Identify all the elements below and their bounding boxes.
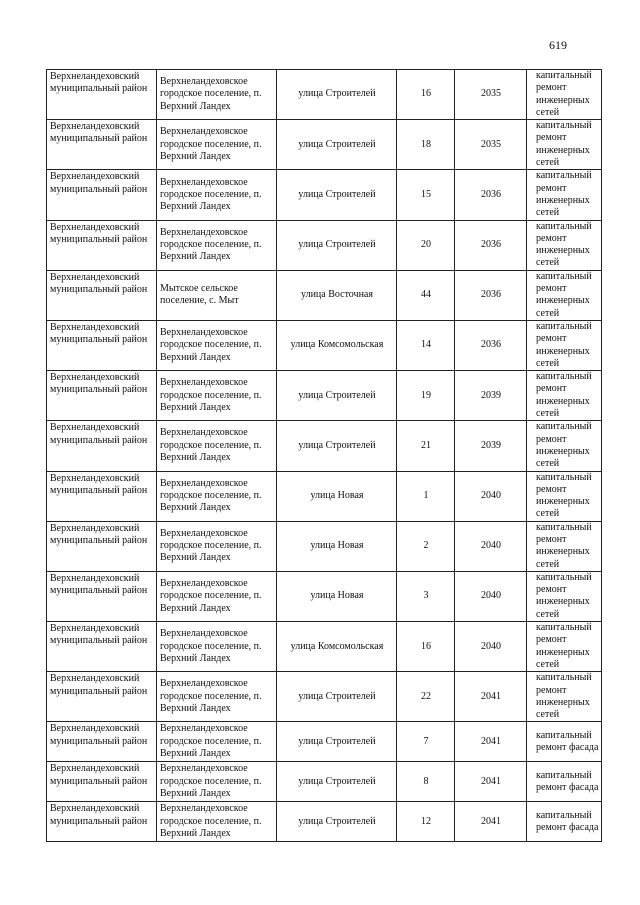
year-cell: 2039 [455, 421, 527, 471]
work-type-cell: капитальный ремонт инженерных сетей [527, 270, 602, 320]
year-cell: 2040 [455, 622, 527, 672]
street-cell: улица Строителей [277, 672, 397, 722]
settlement-cell: Верхнеландеховское городское поселение, п. Верхний Ландех [157, 70, 277, 120]
house-number-cell: 22 [397, 672, 455, 722]
work-type-cell: капитальный ремонт инженерных сетей [527, 521, 602, 571]
street-cell: улица Восточная [277, 270, 397, 320]
table-row [47, 802, 602, 842]
work-type-cell: капитальный ремонт инженерных сетей [527, 320, 602, 370]
house-number-cell: 19 [397, 371, 455, 421]
settlement-cell: Верхнеландеховское городское поселение, п. Верхний Ландех [157, 722, 277, 762]
settlement-cell: Верхнеландеховское городское поселение, п. Верхний Ландех [157, 471, 277, 521]
table-row [47, 120, 602, 170]
table-row [47, 170, 602, 220]
work-type-cell: капитальный ремонт инженерных сетей [527, 70, 602, 120]
street-cell: улица Строителей [277, 722, 397, 762]
work-type-cell: капитальный ремонт инженерных сетей [527, 571, 602, 621]
settlement-cell: Мытское сельское поселение, с. Мыт [157, 270, 277, 320]
street-cell: улица Новая [277, 571, 397, 621]
work-type-cell: капитальный ремонт инженерных сетей [527, 672, 602, 722]
year-cell: 2040 [455, 471, 527, 521]
year-cell: 2041 [455, 762, 527, 802]
settlement-cell: Верхнеландеховское городское поселение, п. Верхний Ландех [157, 802, 277, 842]
house-number-cell: 12 [397, 802, 455, 842]
settlement-cell: Верхнеландеховское городское поселение, п. Верхний Ландех [157, 521, 277, 571]
settlement-cell: Верхнеландеховское городское поселение, п. Верхний Ландех [157, 622, 277, 672]
district-cell: Верхнеландеховский муниципальный район [47, 672, 157, 722]
table-row [47, 762, 602, 802]
table-row [47, 421, 602, 471]
street-cell: улица Строителей [277, 70, 397, 120]
district-cell: Верхнеландеховский муниципальный район [47, 521, 157, 571]
year-cell: 2040 [455, 521, 527, 571]
street-cell: улица Строителей [277, 170, 397, 220]
table-row [47, 371, 602, 421]
table-row [47, 571, 602, 621]
work-type-cell: капитальный ремонт фасада [527, 802, 602, 842]
work-type-cell: капитальный ремонт фасада [527, 762, 602, 802]
settlement-cell: Верхнеландеховское городское поселение, п. Верхний Ландех [157, 170, 277, 220]
district-cell: Верхнеландеховский муниципальный район [47, 762, 157, 802]
street-cell: улица Строителей [277, 220, 397, 270]
street-cell: улица Строителей [277, 371, 397, 421]
year-cell: 2040 [455, 571, 527, 621]
street-cell: улица Строителей [277, 802, 397, 842]
table-row [47, 521, 602, 571]
year-cell: 2036 [455, 170, 527, 220]
table-row [47, 70, 602, 120]
table-row [47, 270, 602, 320]
house-number-cell: 18 [397, 120, 455, 170]
year-cell: 2036 [455, 270, 527, 320]
year-cell: 2041 [455, 722, 527, 762]
house-number-cell: 16 [397, 70, 455, 120]
street-cell: улица Строителей [277, 762, 397, 802]
work-type-cell: капитальный ремонт инженерных сетей [527, 471, 602, 521]
work-type-cell: капитальный ремонт инженерных сетей [527, 421, 602, 471]
district-cell: Верхнеландеховский муниципальный район [47, 421, 157, 471]
district-cell: Верхнеландеховский муниципальный район [47, 220, 157, 270]
district-cell: Верхнеландеховский муниципальный район [47, 722, 157, 762]
house-number-cell: 16 [397, 622, 455, 672]
house-number-cell: 8 [397, 762, 455, 802]
settlement-cell: Верхнеландеховское городское поселение, п. Верхний Ландех [157, 672, 277, 722]
work-type-cell: капитальный ремонт инженерных сетей [527, 120, 602, 170]
district-cell: Верхнеландеховский муниципальный район [47, 471, 157, 521]
work-type-cell: капитальный ремонт фасада [527, 722, 602, 762]
table-row [47, 672, 602, 722]
district-cell: Верхнеландеховский муниципальный район [47, 622, 157, 672]
settlement-cell: Верхнеландеховское городское поселение, п. Верхний Ландех [157, 371, 277, 421]
house-number-cell: 14 [397, 320, 455, 370]
district-cell: Верхнеландеховский муниципальный район [47, 371, 157, 421]
house-number-cell: 2 [397, 521, 455, 571]
settlement-cell: Верхнеландеховское городское поселение, п. Верхний Ландех [157, 320, 277, 370]
street-cell: улица Строителей [277, 421, 397, 471]
street-cell: улица Комсомольская [277, 320, 397, 370]
table-row [47, 622, 602, 672]
settlement-cell: Верхнеландеховское городское поселение, п. Верхний Ландех [157, 571, 277, 621]
district-cell: Верхнеландеховский муниципальный район [47, 70, 157, 120]
year-cell: 2036 [455, 220, 527, 270]
settlement-cell: Верхнеландеховское городское поселение, п. Верхний Ландех [157, 762, 277, 802]
house-number-cell: 44 [397, 270, 455, 320]
table-row [47, 471, 602, 521]
district-cell: Верхнеландеховский муниципальный район [47, 320, 157, 370]
district-cell: Верхнеландеховский муниципальный район [47, 802, 157, 842]
district-cell: Верхнеландеховский муниципальный район [47, 170, 157, 220]
house-number-cell: 15 [397, 170, 455, 220]
street-cell: улица Комсомольская [277, 622, 397, 672]
work-type-cell: капитальный ремонт инженерных сетей [527, 371, 602, 421]
page-number: 619 [549, 38, 567, 52]
year-cell: 2035 [455, 120, 527, 170]
district-cell: Верхнеландеховский муниципальный район [47, 120, 157, 170]
street-cell: улица Строителей [277, 120, 397, 170]
table-body [47, 70, 602, 842]
work-type-cell: капитальный ремонт инженерных сетей [527, 220, 602, 270]
house-number-cell: 21 [397, 421, 455, 471]
settlement-cell: Верхнеландеховское городское поселение, п. Верхний Ландех [157, 421, 277, 471]
table-row [47, 722, 602, 762]
year-cell: 2035 [455, 70, 527, 120]
house-number-cell: 20 [397, 220, 455, 270]
work-type-cell: капитальный ремонт инженерных сетей [527, 170, 602, 220]
year-cell: 2039 [455, 371, 527, 421]
street-cell: улица Новая [277, 471, 397, 521]
work-type-cell: капитальный ремонт инженерных сетей [527, 622, 602, 672]
house-number-cell: 3 [397, 571, 455, 621]
table-row [47, 320, 602, 370]
year-cell: 2041 [455, 802, 527, 842]
year-cell: 2041 [455, 672, 527, 722]
district-cell: Верхнеландеховский муниципальный район [47, 571, 157, 621]
repair-schedule-table [46, 69, 602, 842]
house-number-cell: 1 [397, 471, 455, 521]
district-cell: Верхнеландеховский муниципальный район [47, 270, 157, 320]
table-row [47, 220, 602, 270]
settlement-cell: Верхнеландеховское городское поселение, п. Верхний Ландех [157, 220, 277, 270]
house-number-cell: 7 [397, 722, 455, 762]
year-cell: 2036 [455, 320, 527, 370]
street-cell: улица Новая [277, 521, 397, 571]
settlement-cell: Верхнеландеховское городское поселение, п. Верхний Ландех [157, 120, 277, 170]
